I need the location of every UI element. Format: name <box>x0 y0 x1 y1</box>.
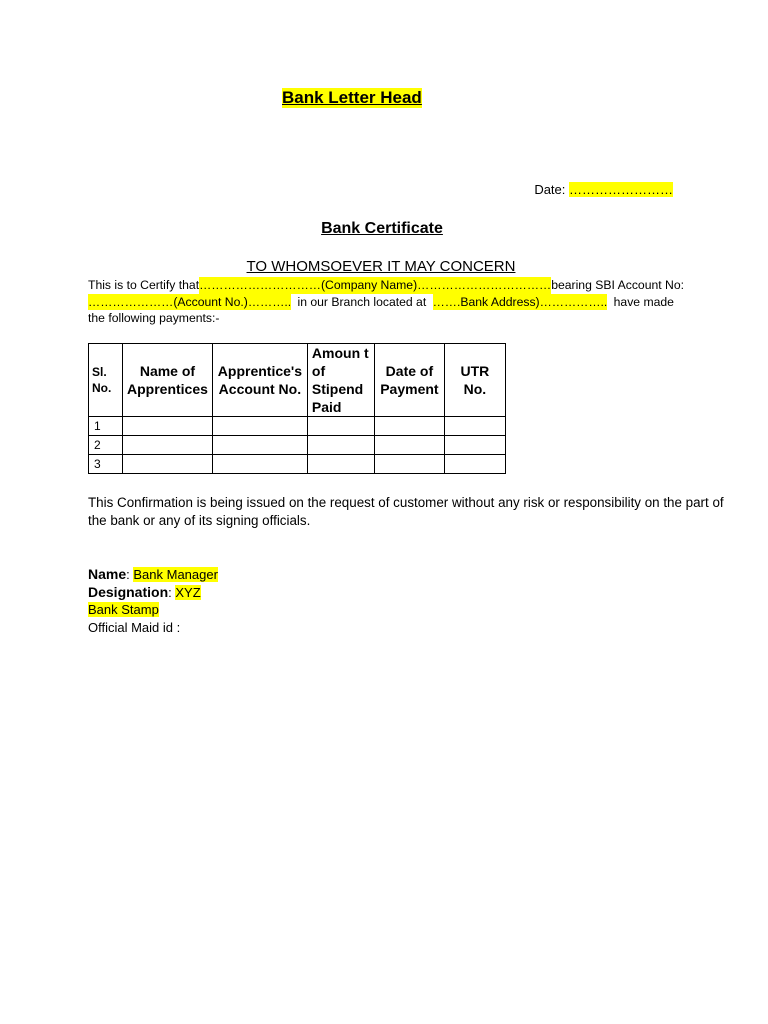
letter-head-title: Bank Letter Head <box>282 88 422 107</box>
date-label: Date: <box>534 182 569 197</box>
intro-line-1: This is to Certify that …………………………(Company Name)…………………………… bearing SBI Account No: <box>88 278 684 292</box>
intro-paragraph <box>88 277 684 327</box>
col-name: Name of Apprentices <box>123 344 213 417</box>
company-name-field: …………………………(Company Name)…………………………… <box>199 278 552 292</box>
col-amount: Amoun t of Stipend Paid <box>307 344 374 417</box>
intro-line-3: the following payments:- <box>88 311 220 325</box>
name-value: Bank Manager <box>133 567 218 582</box>
payments-table <box>88 343 506 474</box>
table-row <box>89 417 506 436</box>
maid-line: Official Maid id : <box>88 619 181 635</box>
row-number: 2 <box>89 436 123 455</box>
confirmation-paragraph: This Confirmation is being issued on the request of customer without any risk or responsibility on the part of the bank or any of its signing officials. <box>88 495 724 528</box>
name-line: Name: Bank Manager <box>88 566 218 582</box>
date-line <box>534 182 673 197</box>
table-row <box>89 436 506 455</box>
account-no-field: …………………(Account No.)……….. <box>88 294 292 309</box>
col-utr: UTR No. <box>444 344 505 417</box>
designation-line: Designation: XYZ <box>88 583 201 600</box>
certificate-title: Bank Certificate <box>321 220 443 237</box>
stamp-line: Bank Stamp <box>88 602 159 617</box>
signature-block <box>88 566 218 636</box>
intro-line-2: …………………(Account No.)……….. in our Branch located at …….Bank Address)…………….. have made <box>88 294 674 309</box>
col-sl-no: Sl. No. <box>89 344 123 417</box>
col-date: Date of Payment <box>374 344 444 417</box>
table-row <box>89 455 506 474</box>
designation-value: XYZ <box>175 584 201 600</box>
col-account: Apprentice's Account No. <box>212 344 307 417</box>
concern-heading: TO WHOMSOEVER IT MAY CONCERN <box>246 258 516 275</box>
row-number: 3 <box>89 455 123 474</box>
bank-address-field: …….Bank Address)…………….. <box>432 294 608 309</box>
date-value: …………………… <box>569 182 673 197</box>
row-number: 1 <box>89 417 123 436</box>
